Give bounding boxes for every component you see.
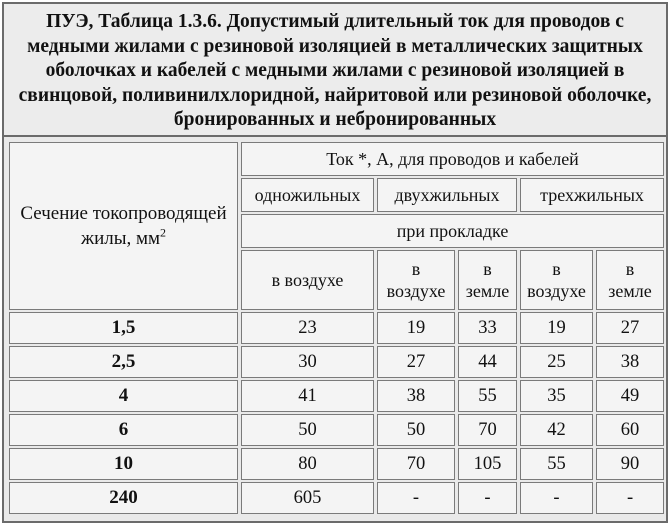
- group-header-triple: трехжильных: [520, 178, 664, 212]
- row-value: -: [596, 482, 664, 514]
- current-table: [6, 140, 667, 516]
- section-header-label: Сечение токопроводящей жилы, мм: [20, 203, 227, 249]
- row-value: 60: [596, 414, 664, 446]
- row-value: 42: [520, 414, 593, 446]
- row-value: 49: [596, 380, 664, 412]
- sub-header-double-ground: в земле: [458, 250, 517, 310]
- current-header: Ток *, А, для проводов и кабелей: [241, 142, 664, 176]
- row-value: 55: [458, 380, 517, 412]
- row-section: 2,5: [9, 346, 238, 378]
- row-value: 19: [520, 312, 593, 344]
- row-section: 10: [9, 448, 238, 480]
- row-section: 6: [9, 414, 238, 446]
- sub-header-single-air: в воздухе: [241, 250, 374, 310]
- section-unit-sup: 2: [160, 225, 167, 240]
- row-value: 38: [377, 380, 455, 412]
- row-value: -: [520, 482, 593, 514]
- row-section: 1,5: [9, 312, 238, 344]
- sub-header-triple-ground: в земле: [596, 250, 664, 310]
- row-value: 55: [520, 448, 593, 480]
- row-section: 240: [9, 482, 238, 514]
- row-value: 35: [520, 380, 593, 412]
- table-row: [9, 482, 664, 514]
- group-header-double: двухжильных: [377, 178, 517, 212]
- row-value: 27: [596, 312, 664, 344]
- table-row: [9, 380, 664, 412]
- table-frame: [2, 2, 668, 523]
- row-value: 25: [520, 346, 593, 378]
- laying-header: при прокладке: [241, 214, 664, 248]
- row-value: 50: [377, 414, 455, 446]
- row-value: 38: [596, 346, 664, 378]
- row-value: 23: [241, 312, 374, 344]
- table-row: [9, 448, 664, 480]
- row-value: 30: [241, 346, 374, 378]
- table-row: [9, 346, 664, 378]
- row-value: 19: [377, 312, 455, 344]
- table-row: [9, 312, 664, 344]
- section-header-cell: [9, 142, 238, 310]
- table-title: ПУЭ, Таблица 1.3.6. Допустимый длительный ток для проводов с медными жилами с резиновой изоляцией в металлических защитных оболочках и кабелей с медными жилами с резиновой изоляцией в свинцовой, поливинилхлоридной, найритовой или резиновой оболочке, бронированных и небронированных: [4, 4, 666, 137]
- sub-header-double-air: в воздухе: [377, 250, 455, 310]
- row-value: 105: [458, 448, 517, 480]
- row-value: 70: [458, 414, 517, 446]
- row-value: 70: [377, 448, 455, 480]
- row-value: 80: [241, 448, 374, 480]
- row-value: 50: [241, 414, 374, 446]
- row-value: 41: [241, 380, 374, 412]
- row-value: 90: [596, 448, 664, 480]
- group-header-single: одножильных: [241, 178, 374, 212]
- sub-header-triple-air: в воздухе: [520, 250, 593, 310]
- row-value: -: [458, 482, 517, 514]
- row-value: 33: [458, 312, 517, 344]
- row-value: 27: [377, 346, 455, 378]
- row-value: 605: [241, 482, 374, 514]
- table-row: [9, 414, 664, 446]
- row-section: 4: [9, 380, 238, 412]
- row-value: -: [377, 482, 455, 514]
- row-value: 44: [458, 346, 517, 378]
